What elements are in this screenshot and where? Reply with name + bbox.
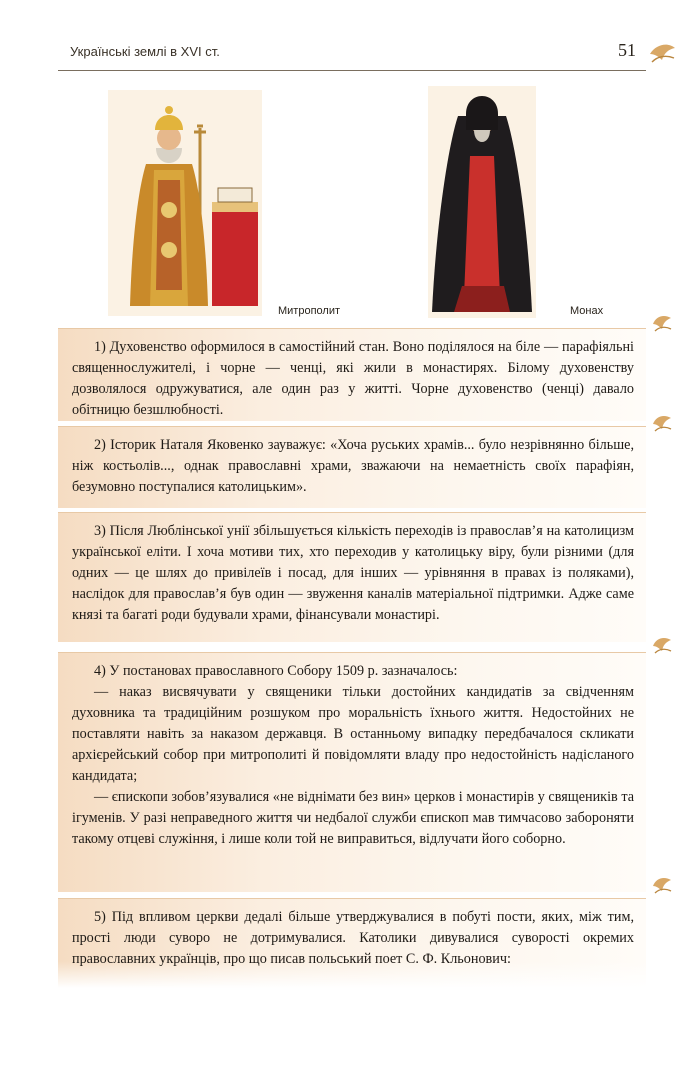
leaf-ornament-icon bbox=[650, 412, 674, 436]
note-box-3 bbox=[58, 512, 646, 642]
running-header bbox=[58, 36, 646, 71]
note-paragraph: 3) Після Люблінської унії збільшується кількість переходів із православ’я на католицизм української еліти. І хоча мотиви тих, хто переходив у католицьку віру, були різними (для одних — це шлях до привілеїв і посад, для інших — урівняння в правах із поляками), наслідок для православ’я був один — звуження каналів матеріальної підтримки. Адже саме князі та багаті роди будували храми, фінансували монастирі. bbox=[72, 523, 634, 623]
leaf-ornament-icon bbox=[648, 40, 678, 66]
note-box-2 bbox=[58, 426, 646, 508]
monk-caption: Монах bbox=[570, 305, 604, 317]
note-paragraph: — наказ висвячувати у священики тільки достойних кандидатів за свідченням духовника та традиційним розшуком про моральність їхнього життя. Недостойних не поставляти навіть за наказом державця. В останньому випадку передбачалося скликати архієрейський собор при митрополиті й повідомляти владу про недостойність надісланого кандидата; bbox=[72, 684, 634, 784]
leaf-ornament-icon bbox=[650, 634, 674, 658]
metropolitan-caption: Митрополит bbox=[278, 305, 341, 317]
leaf-ornament-icon bbox=[650, 312, 674, 336]
leaf-ornament-icon bbox=[650, 874, 674, 898]
note-box-1 bbox=[58, 328, 646, 421]
note-paragraph: 1) Духовенство оформилося в самостійний стан. Воно поділялося на біле — парафіяльні священнослужителі, і чорне — ченці, які жили в монастирях. Білому духовенству дозволялося одружуватися, але один раз у житті. Чорне духовенство (ченці) давало обітницю безшлюбності. bbox=[72, 339, 634, 418]
note-paragraph: 5) Під впливом церкви дедалі більше утверджувалися в побуті пости, яких, між тим, прості люди суворо не дотримувалися. Католики дивувалися суворості окремих православних українців, про що писав польський поет С. Ф. Кльонович: bbox=[72, 909, 634, 967]
metropolitan-illustration bbox=[108, 90, 262, 316]
chapter-title: Українські землі в XVI ст. bbox=[70, 44, 220, 59]
note-box-5 bbox=[58, 898, 646, 988]
note-paragraph: — єпископи зобов’язувалися «не віднімати без вин» церков і монастирів у священиків та ігуменів. У разі неправедного життя чи недбалої служби єпископ мав тимчасово забороняти такому отцеві служіння, і лише коли той не виправиться, відлучати його соборно. bbox=[72, 789, 634, 847]
note-paragraph: 4) У постановах православного Собору 1509 р. зазначалось: bbox=[94, 663, 458, 679]
page-number: 51 bbox=[618, 40, 636, 60]
monk-illustration bbox=[428, 86, 536, 318]
note-box-4 bbox=[58, 652, 646, 892]
note-paragraph: 2) Історик Наталя Яковенко зауважує: «Хоча руських храмів... було незрівнянно більше, ніж костьолів..., однак православні храми, зважаючи на немаетність своїх парафіян, безумовно поступалися католицьким». bbox=[72, 437, 634, 495]
